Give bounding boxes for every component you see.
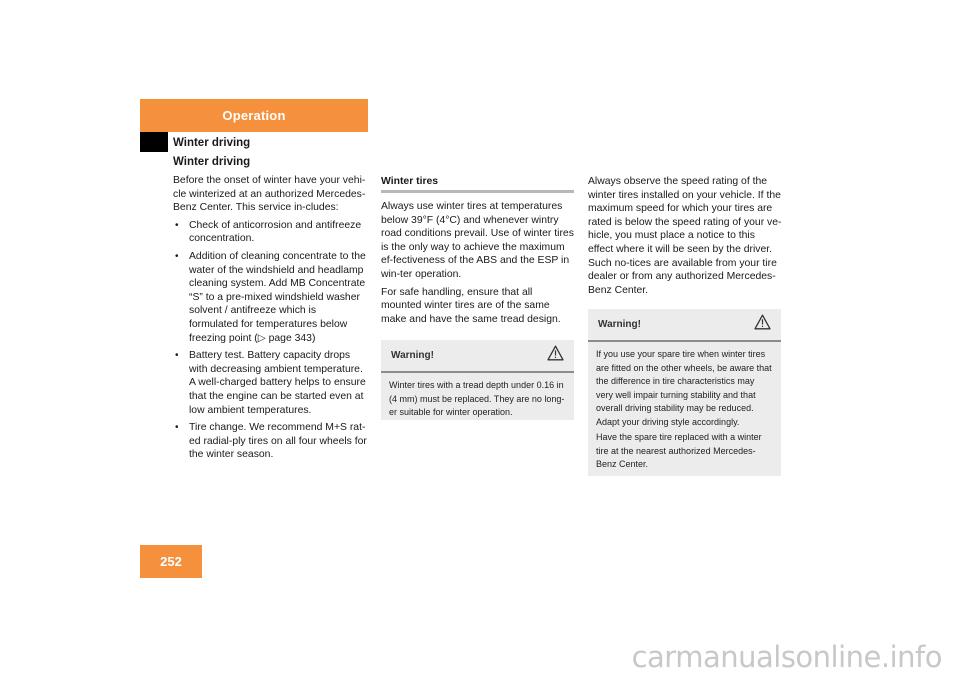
warning-triangle-icon (754, 314, 771, 335)
list-item: • Check of anticorrosion and antifreeze concentration. (173, 219, 367, 246)
warning-header (381, 340, 574, 373)
winter-tires-paragraph-1: Always use winter tires at temperatures below 39°F (4°C) and whenever wintry road conditions prevail. Use of winter tires is the only way to achieve the maximum ef-fectiveness of the ABS and the ESP in win-ter operation. (381, 201, 574, 280)
section-title: Operation (222, 108, 286, 123)
page-number-box (140, 545, 202, 578)
list-item: • Addition of cleaning concentrate to the water of the windshield and headlamp cleaning system. Add MB Concentrate “S” to a pre-mixed windshield washer solvent / antifreeze which is formulated for temperatures below freezing point (▷ page 343) (173, 250, 367, 345)
intro-paragraph: Before the onset of winter have your vehi-cle winterized at an authorized Mercedes-Benz Center. This service in-cludes: (173, 175, 366, 214)
right-column (588, 175, 782, 301)
warning-body (588, 342, 781, 478)
warning-body (381, 373, 574, 426)
warning-text: If you use your spare tire when winter tires are fitted on the other wheels, be aware that the difference in tire characteristics may very well impair turning stability and that overall driving stability may be reduced. Adapt your driving style accordingly. (596, 349, 772, 427)
list-item: • Battery test. Battery capacity drops with decreasing ambient temperature. A well-charged battery helps to ensure that the engine can be started even at low ambient temperatures. (173, 349, 367, 417)
warning-box-spare-tire (588, 309, 781, 476)
winter-tires-heading: Winter tires (381, 175, 574, 193)
warning-text: Winter tires with a tread depth under 0.16 in (4 mm) must be replaced. They are no long-er suitable for winter operation. (389, 380, 565, 417)
left-column (173, 174, 367, 466)
watermark: carmanualsonline.info (631, 640, 942, 674)
warning-box-tread-depth (381, 340, 574, 420)
warning-label: Warning! (391, 350, 434, 361)
service-list (173, 219, 367, 462)
warning-header (588, 309, 781, 342)
page-number: 252 (160, 554, 182, 569)
winter-tires-paragraph-2: For safe handling, ensure that all mounted winter tires are of the same make and have the same tread design. (381, 286, 561, 325)
warning-text: Have the spare tire replaced with a winter tire at the nearest authorized Mercedes-Benz Center. (596, 432, 762, 469)
subsection-title: Winter driving (173, 137, 251, 149)
speed-rating-paragraph: Always observe the speed rating of the winter tires installed on your vehicle. If the maximum speed for which your tires are rated is below the speed rating of your ve-hicle, you must place a notice to this effect where it will be seen by the driver. Such no-tices are available from your tire dealer or from any authorized Mercedes-Benz Center. (588, 176, 782, 296)
warning-label: Warning! (598, 319, 641, 330)
warning-triangle-icon (547, 345, 564, 366)
list-item: • Tire change. We recommend M+S rat-ed radial-ply tires on all four wheels for the winter season. (173, 421, 367, 462)
header-marker-block (140, 132, 168, 152)
section-header (140, 99, 368, 132)
middle-column (381, 175, 574, 330)
page-heading: Winter driving (173, 156, 251, 168)
